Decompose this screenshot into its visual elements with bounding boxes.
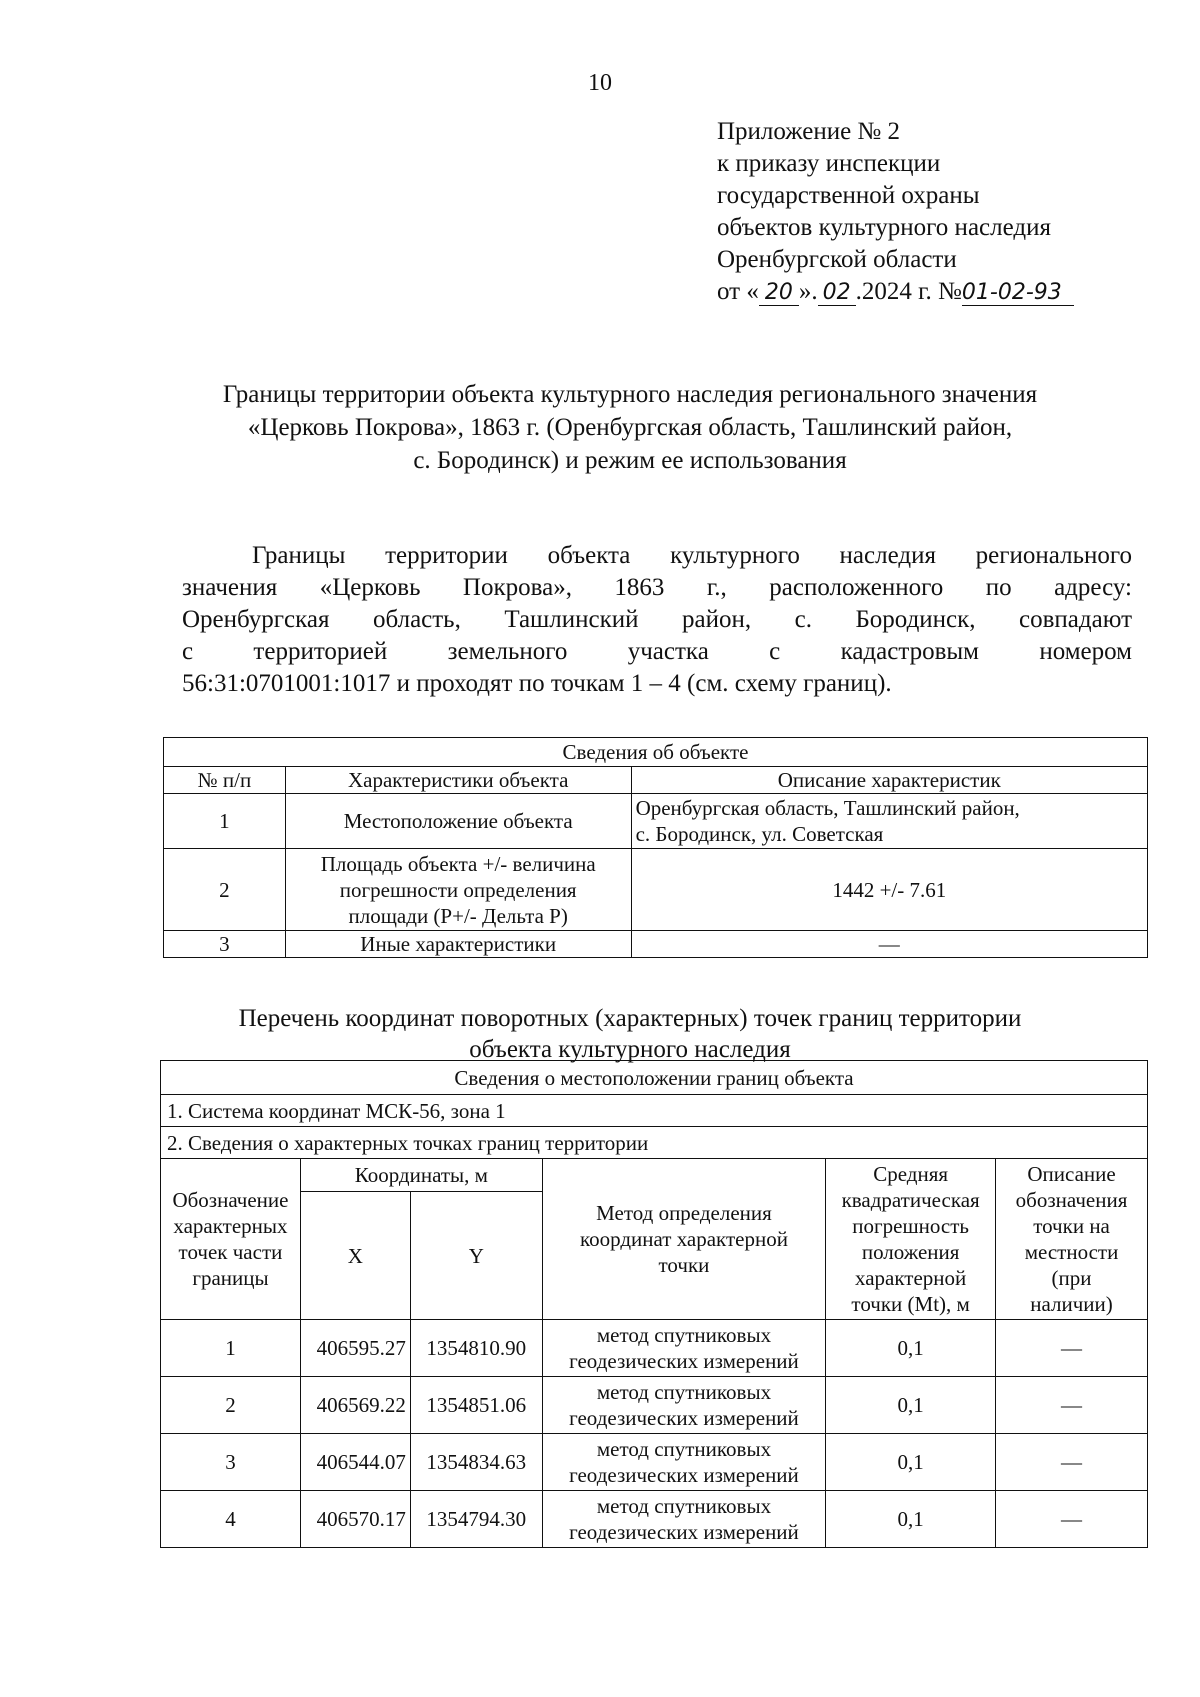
header-line: точки на xyxy=(1033,1214,1110,1238)
title-line: Границы территории объекта культурного наследия регионального значения xyxy=(222,381,1038,408)
table-row xyxy=(164,794,1148,849)
point-number: 1 xyxy=(161,1320,301,1377)
appendix-date-line xyxy=(717,276,1074,308)
header-line: положения xyxy=(861,1240,960,1264)
table-row xyxy=(161,1434,1148,1491)
characteristic-description xyxy=(631,794,1147,849)
characteristic-description: 1442 +/- 7.61 xyxy=(631,849,1147,931)
method-line: геодезических измерений xyxy=(569,1520,799,1544)
paragraph-line: значения «Церковь Покрова», 1863 г., расположенного по адресу: xyxy=(182,574,1132,601)
handwritten-day: 20 xyxy=(759,281,799,306)
paragraph-line: 56:31:0701001:1017 и проходят по точкам 1 – 4 (см. схему границ). xyxy=(182,670,892,697)
characteristic-line: Площадь объекта +/- величина xyxy=(320,851,596,876)
characteristic-line: погрешности определения xyxy=(339,877,577,902)
characteristic-description: — xyxy=(631,931,1147,958)
boundary-paragraph xyxy=(182,540,1132,700)
table-row xyxy=(161,1320,1148,1377)
coord-y: 1354794.30 xyxy=(410,1491,542,1548)
appendix-line: Приложение № 2 xyxy=(717,118,901,145)
header-line: точки xyxy=(658,1253,710,1277)
mean-error: 0,1 xyxy=(826,1491,996,1548)
method-line: геодезических измерений xyxy=(569,1406,799,1430)
point-description: — xyxy=(996,1377,1148,1434)
row-number: 2 xyxy=(164,849,286,931)
header-line: точки (Mt), м xyxy=(851,1292,970,1316)
coord-x: 406569.22 xyxy=(300,1377,410,1434)
appendix-line: объектов культурного наследия xyxy=(717,214,1051,241)
header-line: местности xyxy=(1024,1240,1119,1264)
table-title: Сведения об объекте xyxy=(164,738,1148,767)
point-number: 2 xyxy=(161,1377,301,1434)
coord-x: 406595.27 xyxy=(300,1320,410,1377)
object-info-table xyxy=(163,737,1148,958)
coord-y: 1354834.63 xyxy=(410,1434,542,1491)
coordinates-heading xyxy=(150,1003,1110,1065)
method xyxy=(542,1491,825,1548)
date-prefix: от « xyxy=(717,278,759,305)
date-mid: ». xyxy=(798,278,818,305)
method xyxy=(542,1377,825,1434)
heading-line: Перечень координат поворотных (характерных) точек границ территории xyxy=(238,1005,1022,1032)
header-line: Средняя xyxy=(873,1162,949,1186)
method-line: метод спутниковых xyxy=(596,1323,772,1347)
coord-y: 1354810.90 xyxy=(410,1320,542,1377)
header-line: обозначения xyxy=(1015,1188,1128,1212)
row-number: 3 xyxy=(164,931,286,958)
paragraph-line: с территорией земельного участка с кадастровым номером xyxy=(182,638,1132,665)
header-line: характерной xyxy=(855,1266,967,1290)
header-line: Метод определения xyxy=(596,1201,772,1225)
description-line: Оренбургская область, Ташлинский район, xyxy=(635,796,1020,820)
characteristic-line: площади (P+/- Дельта P) xyxy=(348,903,568,928)
header-x: X xyxy=(300,1192,410,1320)
document-title xyxy=(150,378,1110,477)
header-line: квадратическая xyxy=(841,1188,980,1212)
header-line: (при xyxy=(1051,1266,1092,1290)
title-line: с. Бородинск) и режим ее использования xyxy=(413,447,847,474)
header-line: наличии) xyxy=(1030,1292,1113,1316)
coord-x: 406570.17 xyxy=(300,1491,410,1548)
mean-error: 0,1 xyxy=(826,1320,996,1377)
header-designation xyxy=(161,1159,301,1320)
point-number: 4 xyxy=(161,1491,301,1548)
characteristic: Иные характеристики xyxy=(285,931,631,958)
handwritten-doc-number: 01-02-93 xyxy=(962,281,1074,306)
method-line: метод спутниковых xyxy=(596,1494,772,1518)
appendix-line: к приказу инспекции xyxy=(717,150,941,177)
header-line: координат характерной xyxy=(579,1227,788,1251)
paragraph-line: Оренбургская область, Ташлинский район, с. Бородинск, совпадают xyxy=(182,606,1132,633)
description-line: с. Бородинск, ул. Советская xyxy=(635,822,884,846)
table-row xyxy=(164,931,1148,958)
point-description: — xyxy=(996,1320,1148,1377)
header-line: границы xyxy=(192,1266,269,1290)
header-line: погрешность xyxy=(852,1214,969,1238)
coord-y: 1354851.06 xyxy=(410,1377,542,1434)
characteristic: Местоположение объекта xyxy=(285,794,631,849)
table-row xyxy=(161,1377,1148,1434)
section-title: 2. Сведения о характерных точках границ территории xyxy=(161,1127,1148,1159)
mean-error: 0,1 xyxy=(826,1377,996,1434)
appendix-line: Оренбургской области xyxy=(717,246,957,273)
header-y: Y xyxy=(410,1192,542,1320)
column-header: Характеристики объекта xyxy=(285,767,631,794)
paragraph-line: Границы территории объекта культурного наследия регионального xyxy=(252,542,1132,569)
coord-x: 406544.07 xyxy=(300,1434,410,1491)
column-header: № п/п xyxy=(164,767,286,794)
heading-line: объекта культурного наследия xyxy=(469,1036,791,1063)
date-year: .2024 г. № xyxy=(855,278,962,305)
header-coordinates: Координаты, м xyxy=(300,1159,542,1192)
table-row xyxy=(161,1491,1148,1548)
method-line: метод спутниковых xyxy=(596,1437,772,1461)
header-method xyxy=(542,1159,825,1320)
header-line: точек части xyxy=(178,1240,283,1264)
column-header: Описание характеристик xyxy=(631,767,1147,794)
header-line: Обозначение xyxy=(172,1188,289,1212)
method xyxy=(542,1434,825,1491)
point-description: — xyxy=(996,1491,1148,1548)
header-error xyxy=(826,1159,996,1320)
coordinate-system: 1. Система координат МСК-56, зона 1 xyxy=(161,1095,1148,1127)
row-number: 1 xyxy=(164,794,286,849)
appendix-block xyxy=(717,116,1074,308)
page-number: 10 xyxy=(588,70,612,96)
method-line: метод спутниковых xyxy=(596,1380,772,1404)
header-description xyxy=(996,1159,1148,1320)
method xyxy=(542,1320,825,1377)
method-line: геодезических измерений xyxy=(569,1349,799,1373)
title-line: «Церковь Покрова», 1863 г. (Оренбургская область, Ташлинский район, xyxy=(247,414,1013,441)
point-description: — xyxy=(996,1434,1148,1491)
header-line: характерных xyxy=(173,1214,288,1238)
mean-error: 0,1 xyxy=(826,1434,996,1491)
table-title: Сведения о местоположении границ объекта xyxy=(161,1061,1148,1095)
characteristic xyxy=(285,849,631,931)
handwritten-month: 02 xyxy=(818,281,856,306)
header-line: Описание xyxy=(1027,1162,1116,1186)
method-line: геодезических измерений xyxy=(569,1463,799,1487)
coordinates-table xyxy=(160,1060,1148,1548)
table-row xyxy=(164,849,1148,931)
point-number: 3 xyxy=(161,1434,301,1491)
appendix-line: государственной охраны xyxy=(717,182,980,209)
